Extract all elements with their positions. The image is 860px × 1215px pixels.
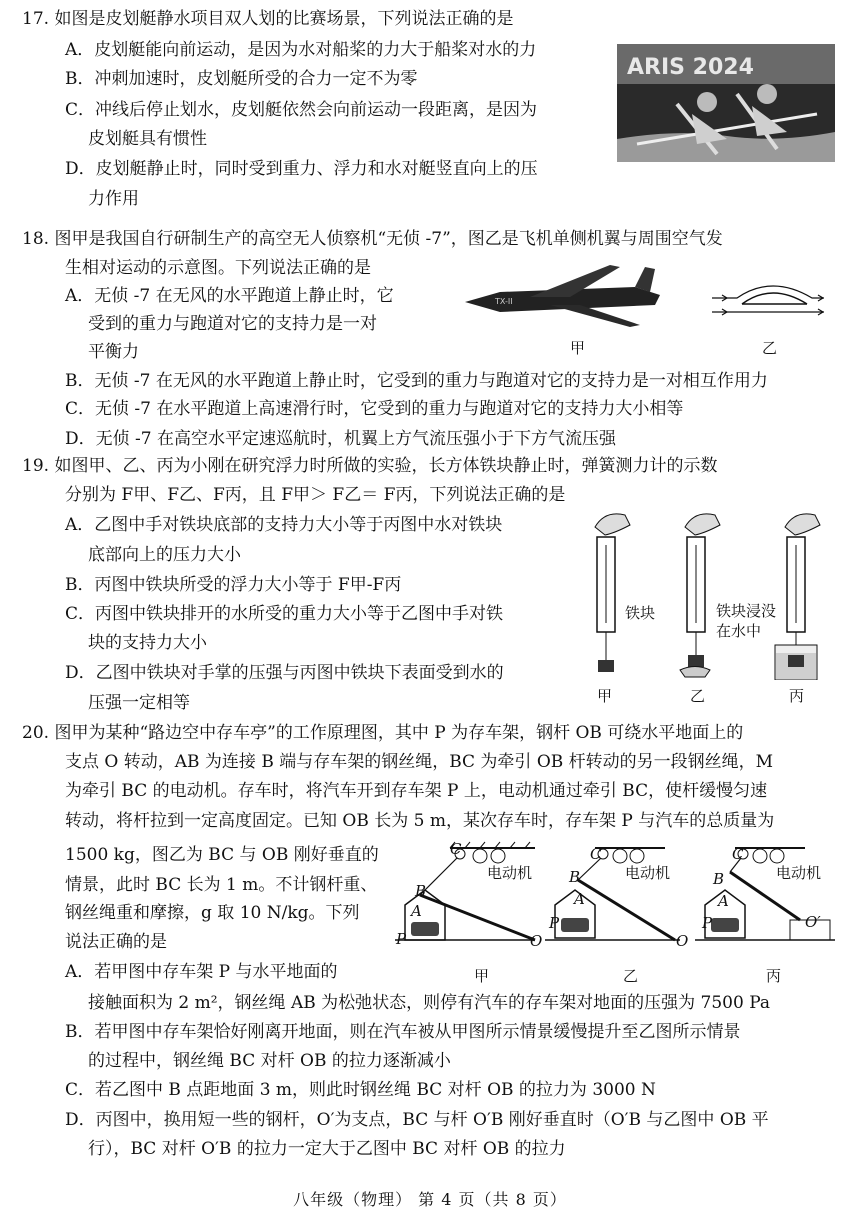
q19-stem-line2: 分别为 F甲、F乙、F丙，且 F甲＞ F乙＝ F丙，下列说法正确的是 [65,485,566,505]
parking-label-yi: 乙 [623,967,639,985]
label-submerged-line1: 铁块浸没 [716,602,777,620]
q18-option-a-line3: 平衡力 [88,342,139,362]
label-O-yi: O [676,932,689,950]
q18-option-b: B．无侦 -7 在无风的水平跑道上静止时，它受到的重力与跑道对它的支持力是一对相互作用力 [65,371,768,391]
label-motor-jia: 电动机 [487,864,533,882]
q19-option-a-line1: A．乙图中手对铁块底部的支持力大小等于丙图中水对铁块 [65,515,503,535]
label-C-bing: C [732,845,744,863]
svg-text:TX-II: TX-II [495,297,513,306]
q18-option-d: D．无侦 -7 在高空水平定速巡航时，机翼上方气流压强小于下方气流压强 [65,429,616,449]
q17-option-c-line1: C．冲线后停止划水，皮划艇依然会向前运动一段距离，是因为 [65,100,538,120]
page-footer: 八年级（物理） 第 4 页（共 8 页） [293,1190,567,1209]
q18-option-c: C．无侦 -7 在水平跑道上高速滑行时，它受到的重力与跑道对它的支持力大小相等 [65,399,684,419]
label-motor-bing: 电动机 [776,864,822,882]
label-motor-yi: 电动机 [625,864,671,882]
spring-label-yi: 乙 [690,687,706,705]
q17-stem: 17. 如图是皮划艇静水项目双人划的比赛场景，下列说法正确的是 [22,9,514,29]
spring-label-bing: 丙 [789,687,805,705]
label-B-jia: B [415,882,427,900]
label-P-jia: P [396,930,407,948]
q20-option-a-line1: A．若甲图中存车架 P 与水平地面的 [65,962,338,982]
q19-option-c-line1: C．丙图中铁块排开的水所受的重力大小等于乙图中手对铁 [65,604,504,624]
q20-option-d-line2: 行），BC 对杆 O′B 的拉力一定大于乙图中 BC 对杆 OB 的拉力 [88,1139,566,1159]
q18-stem-line1: 18. 图甲是我国自行研制生产的高空无人侦察机“无侦 -7”，图乙是飞机单侧机翼与周围空气发 [22,229,723,249]
kayak-photo-banner-text: ARIS 2024 [627,55,754,80]
label-A-yi: A [574,890,585,908]
q19-option-b: B．丙图中铁块所受的浮力大小等于 F甲-F丙 [65,575,402,595]
spring-label-jia: 甲 [597,687,613,705]
q20-option-b-line1: B．若甲图中存车架恰好刚离开地面，则在汽车被从甲图所示情景缓慢提升至乙图所示情景 [65,1022,741,1042]
q20-stem-line2: 支点 O 转动，AB 为连接 B 端与存车架的钢丝绳，BC 为牵引 OB 杆转动的另一段钢丝绳，M [65,752,774,772]
parking-mechanism-diagram [395,840,835,960]
label-O-jia: O [530,932,543,950]
q17-option-b: B．冲刺加速时，皮划艇所受的合力一定不为零 [65,69,418,89]
label-submerged-line2: 在水中 [716,622,762,640]
label-C-jia: C [450,840,462,858]
label-O2-bing: O′ [805,913,821,931]
q20-option-c: C．若乙图中 B 点距地面 3 m，则此时钢丝绳 BC 对杆 OB 的拉力为 3000 N [65,1080,656,1100]
q17-option-d-line1: D．皮划艇静止时，同时受到重力、浮力和水对艇竖直向上的压 [65,159,538,179]
label-A-bing: A [718,892,729,910]
q19-stem-line1: 19. 如图甲、乙、丙为小刚在研究浮力时所做的实验，长方体铁块静止时，弹簧测力计的示数 [22,456,718,476]
q20-option-a-line2: 接触面积为 2 m²，钢丝绳 AB 为松弛状态，则停有汽车的存车架对地面的压强为 7500 Pa [88,993,771,1013]
q20-stem-line6: 情景，此时 BC 长为 1 m。不计钢杆重、 [65,875,378,895]
q18-stem-line2: 生相对运动的示意图。下列说法正确的是 [65,258,371,278]
kayak-photo [617,44,835,162]
q19-option-c-line2: 块的支持力大小 [88,633,207,653]
q19-option-a-line2: 底部向上的压力大小 [88,545,241,565]
q20-stem-line7: 钢丝绳重和摩擦，g 取 10 N/kg。下列 [65,903,360,923]
q19-option-d-line2: 压强一定相等 [88,693,190,713]
q18-option-a-line1: A．无侦 -7 在无风的水平跑道上静止时，它 [65,286,394,306]
q20-stem-line5: 1500 kg，图乙为 BC 与 OB 刚好垂直的 [65,845,379,865]
spring-scale-diagram [585,505,835,680]
q17-option-c-line2: 皮划艇具有惯性 [88,129,207,149]
label-A-jia: A [411,902,422,920]
drone-photo-label: 甲 [570,339,586,357]
q17-option-d-line2: 力作用 [88,189,139,209]
q20-option-d-line1: D．丙图中，换用短一些的钢杆，O′为支点，BC 与杆 O′B 刚好垂直时（O′B 与乙图中 OB 平 [65,1110,769,1130]
q19-option-d-line1: D．乙图中铁块对手掌的压强与丙图中铁块下表面受到水的 [65,663,504,683]
q17-option-a: A．皮划艇能向前运动，是因为水对船桨的力大于船桨对水的力 [65,40,537,60]
parking-label-bing: 丙 [766,967,782,985]
wing-diagram-label: 乙 [762,339,778,357]
q20-stem-line4: 转动，将杆拉到一定高度固定。已知 OB 长为 5 m，某次存车时，存车架 P 与汽车的总质量为 [65,811,775,831]
q20-stem-line1: 20. 图甲为某种“路边空中存车亭”的工作原理图，其中 P 为存车架，钢杆 OB 可绕水平地面上的 [22,723,744,743]
q20-stem-line3: 为牵引 BC 的电动机。存车时，将汽车开到存车架 P 上，电动机通过牵引 BC，使杆缓慢匀速 [65,781,768,801]
q18-option-a-line2: 受到的重力与跑道对它的支持力是一对 [88,314,377,334]
label-block: 铁块 [625,604,656,622]
parking-label-jia: 甲 [474,967,490,985]
label-P-bing: P [702,914,713,932]
wing-airflow-diagram [712,278,827,323]
label-B-yi: B [569,868,581,886]
label-P-yi: P [549,914,560,932]
label-C-yi: C [590,845,602,863]
label-B-bing: B [713,870,725,888]
q20-stem-line8: 说法正确的是 [65,932,167,952]
drone-photo [460,257,685,332]
q20-option-b-line2: 的过程中，钢丝绳 BC 对杆 OB 的拉力逐渐减小 [88,1051,451,1071]
